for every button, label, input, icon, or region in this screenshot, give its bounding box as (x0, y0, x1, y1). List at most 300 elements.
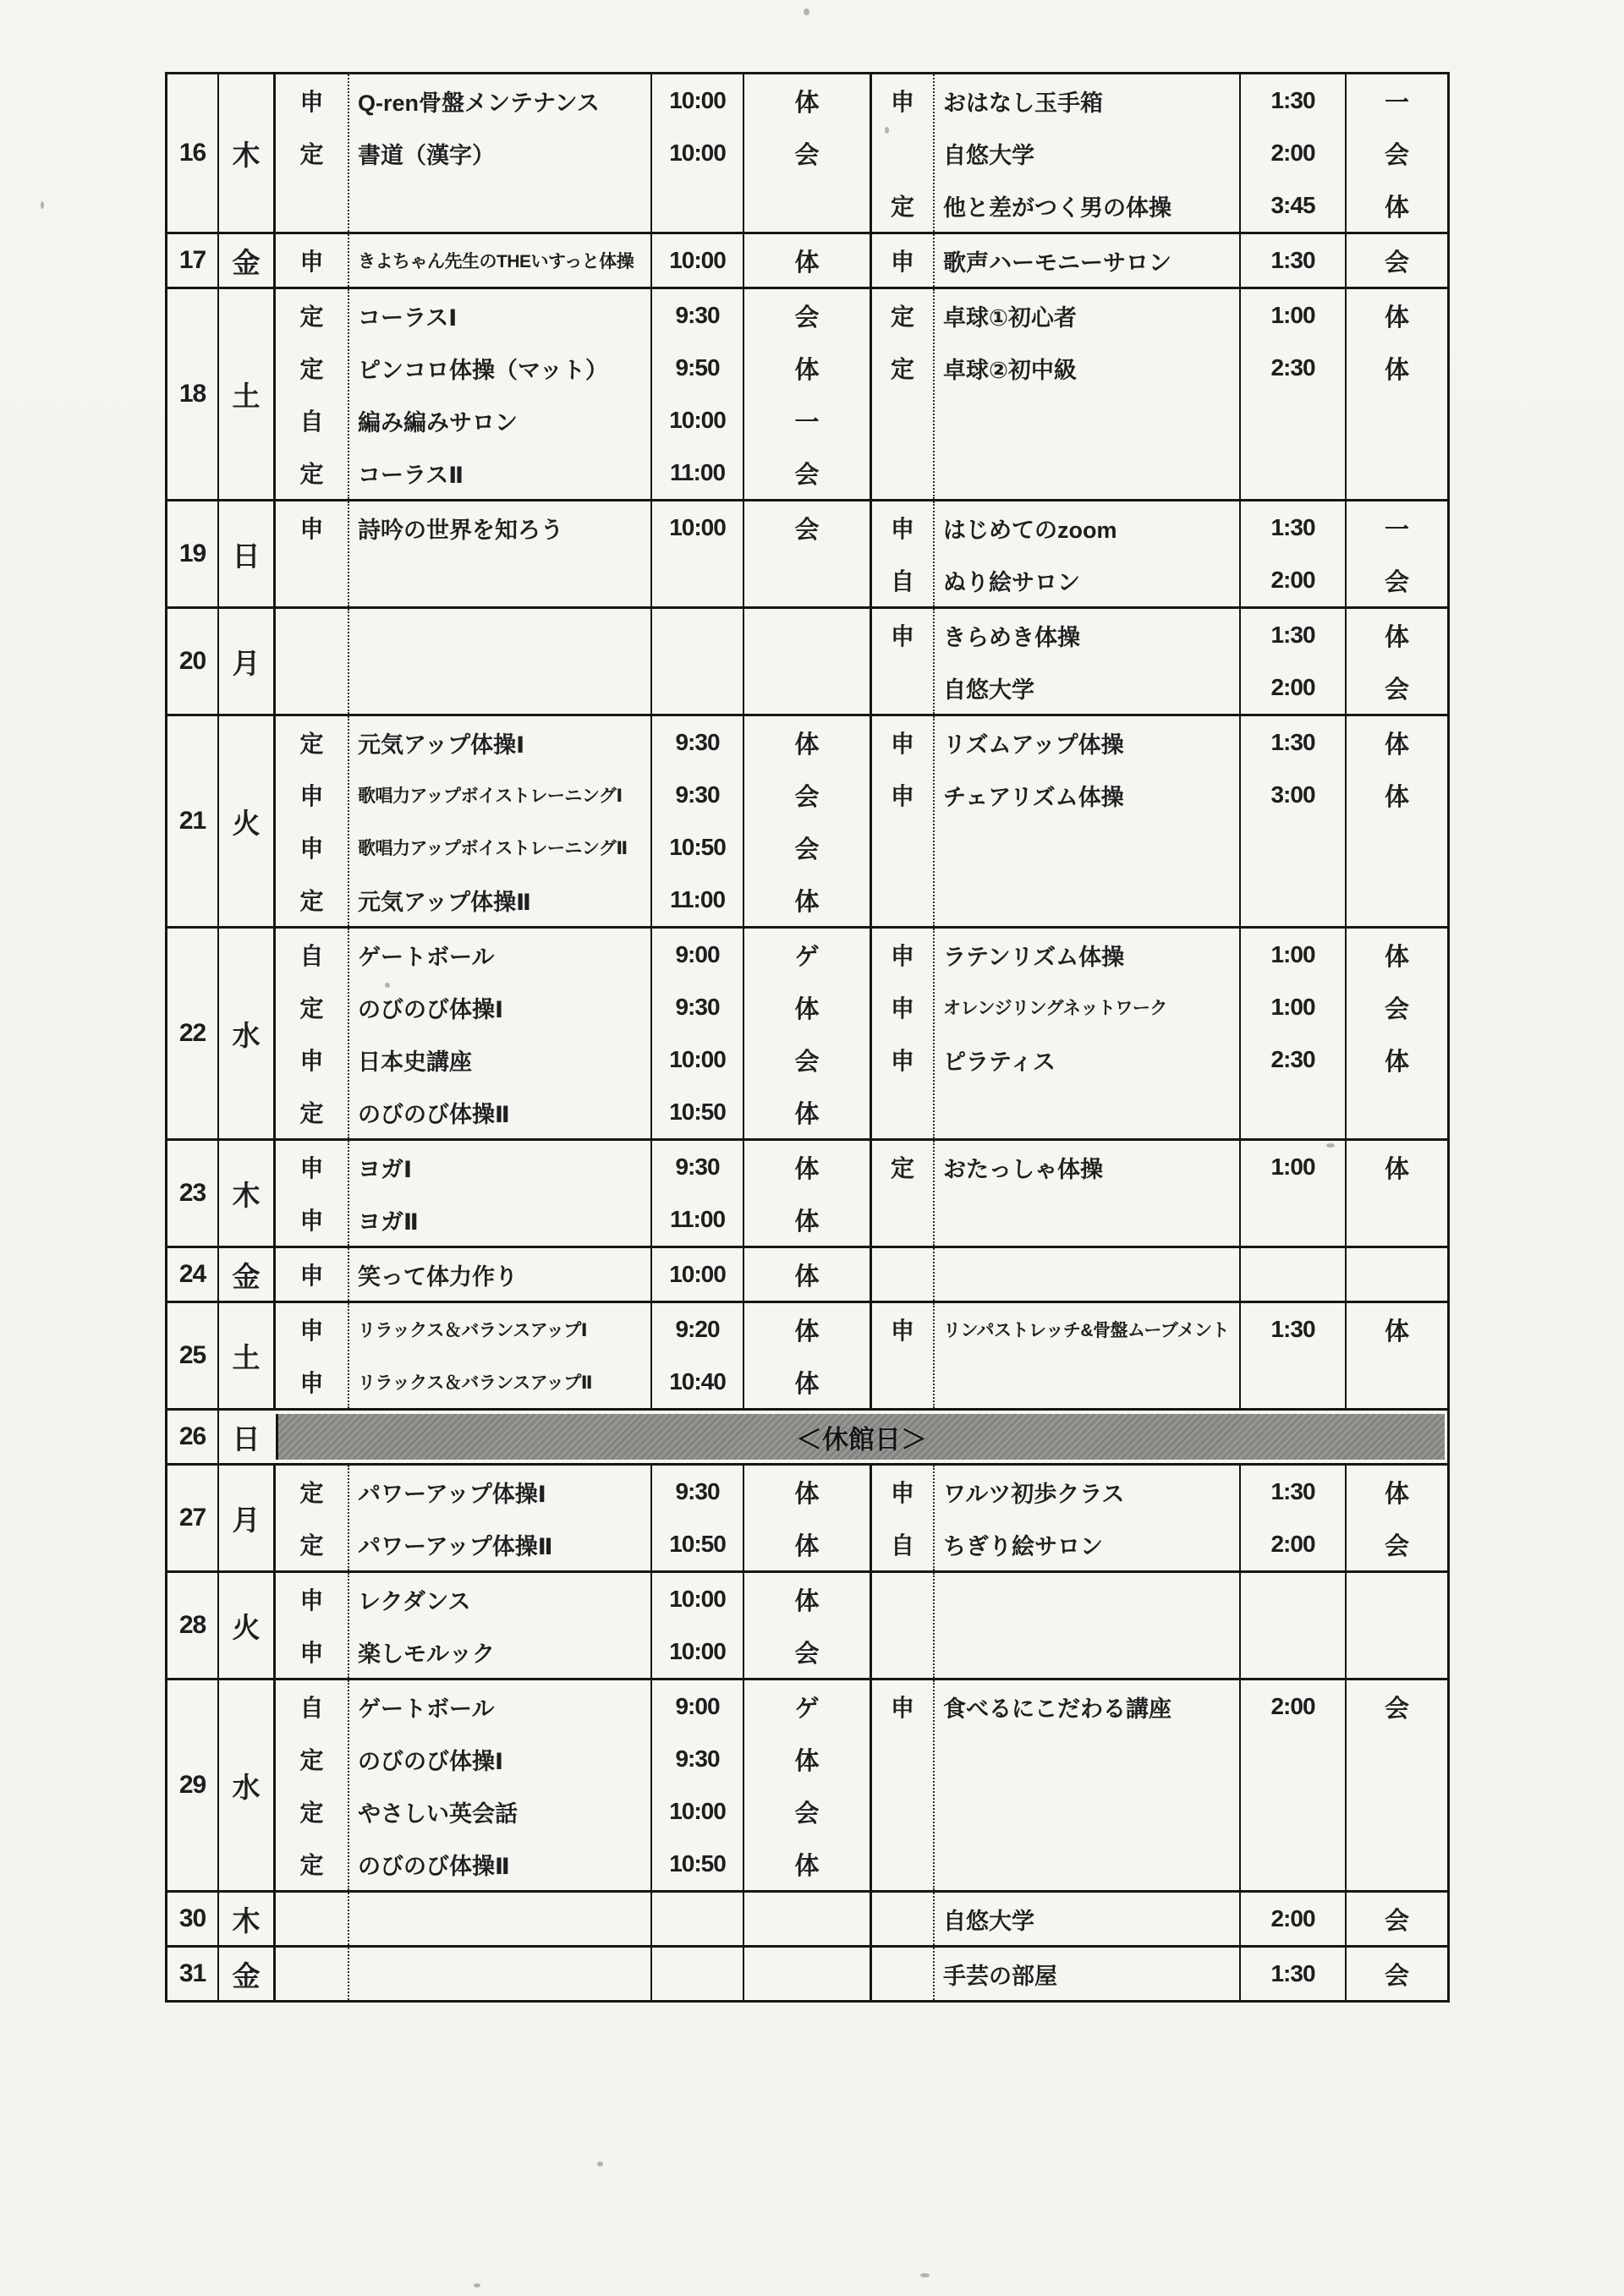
marker-cell: 申 (890, 943, 914, 969)
start-time: 10:00 (669, 247, 726, 273)
location-code: ゲ (794, 1695, 820, 1723)
right-start-time-column (1239, 609, 1345, 714)
left-location-code-column (743, 501, 870, 606)
left-activity-name-column (348, 929, 650, 1138)
activity-name: ぬり絵サロン (943, 569, 1080, 595)
left-activity-name-column (348, 501, 650, 606)
day-cell: 火 (217, 716, 273, 926)
left-start-time-column (650, 929, 743, 1138)
right-start-time-column (1239, 716, 1345, 926)
right-start-time-column (1239, 501, 1345, 606)
right-location-code-column (1345, 1573, 1447, 1678)
right-location-code-column (1345, 289, 1447, 499)
activity-name: 自悠大学 (943, 142, 1034, 168)
marker-cell: 定 (299, 356, 324, 382)
location-code: ゲ (794, 943, 820, 971)
start-time: 9:00 (675, 1693, 720, 1719)
marker-cell: 定 (299, 995, 324, 1022)
day-cell: 火 (217, 1573, 273, 1678)
left-location-code-column (743, 609, 870, 714)
right-start-time-column (1239, 1948, 1345, 2000)
right-start-time-column (1239, 929, 1345, 1138)
activity-name: ゲートボール (358, 944, 495, 970)
day-cell: 日 (217, 1411, 273, 1463)
activity-name: ワルツ初歩クラス (943, 1481, 1125, 1507)
marker-cell: 申 (299, 1208, 324, 1234)
marker-cell: 申 (299, 249, 324, 275)
location-code: 会 (1384, 1532, 1409, 1560)
right-start-time-column (1239, 1573, 1345, 1678)
location-code: 体 (794, 731, 820, 759)
location-code: 体 (794, 1587, 820, 1615)
start-time: 3:00 (1270, 781, 1315, 808)
marker-cell: 定 (890, 304, 914, 330)
start-time: 2:30 (1270, 354, 1315, 381)
activity-name: 編み編みサロン (358, 409, 518, 436)
activity-name: はじめてのzoom (943, 517, 1117, 543)
start-time: 10:50 (669, 834, 726, 860)
marker-cell: 申 (299, 89, 324, 115)
closed-day-banner: ＜休館日＞ (276, 1414, 1445, 1460)
marker-cell: 申 (890, 516, 914, 542)
left-activity-name-column (348, 1141, 650, 1246)
activity-name: レクダンス (358, 1588, 471, 1614)
activity-name: 食べるにこだわる講座 (943, 1696, 1171, 1722)
start-time: 11:00 (669, 886, 726, 912)
day-cell: 月 (217, 609, 273, 714)
day-cell: 土 (217, 1303, 273, 1408)
left-start-time-column (650, 74, 743, 232)
day-cell: 木 (217, 1141, 273, 1246)
day-row (167, 1948, 1447, 2000)
start-time: 3:45 (1270, 192, 1315, 218)
right-location-code-column (1345, 1680, 1447, 1890)
start-time: 2:00 (1270, 140, 1315, 166)
scan-speck (885, 127, 889, 134)
marker-cell: 申 (299, 1640, 324, 1666)
start-time: 10:00 (669, 140, 726, 166)
location-code: 会 (1384, 1962, 1409, 1990)
marker-cell: 申 (299, 1587, 324, 1614)
right-marker-cell-column (870, 1303, 933, 1408)
date-cell: 27 (178, 1504, 206, 1532)
activity-name: のびのび体操Ⅰ (358, 996, 504, 1022)
location-code: 体 (1384, 1048, 1409, 1076)
location-code: 体 (794, 1263, 820, 1290)
left-marker-cell-column (273, 501, 348, 606)
start-time: 10:50 (669, 1099, 726, 1125)
location-code: 体 (1384, 623, 1409, 651)
left-marker-cell-column (273, 1680, 348, 1890)
marker-cell: 自 (299, 1695, 324, 1721)
location-code: 会 (794, 304, 820, 332)
activity-name: のびのび体操Ⅰ (358, 1748, 504, 1774)
location-code: 会 (1384, 1695, 1409, 1723)
location-code: 体 (794, 1370, 820, 1398)
day-row (167, 74, 1447, 234)
activity-name: 書道（漢字） (358, 142, 495, 168)
start-time: 1:00 (1270, 1153, 1315, 1180)
activity-name: ピンコロ体操（マット） (358, 357, 608, 383)
day-cell: 木 (217, 74, 273, 232)
start-time: 10:00 (669, 1261, 726, 1287)
activity-name: おたっしゃ体操 (943, 1156, 1103, 1182)
start-time: 11:00 (669, 1206, 726, 1232)
activity-name: パワーアップ体操Ⅰ (358, 1481, 546, 1507)
day-cell: 日 (217, 501, 273, 606)
location-code: 体 (1384, 1155, 1409, 1183)
activity-name: コーラスⅡ (358, 462, 464, 488)
start-time: 2:30 (1270, 1046, 1315, 1072)
right-marker-cell-column (870, 716, 933, 926)
marker-cell: 定 (890, 356, 914, 382)
left-marker-cell-column (273, 1141, 348, 1246)
location-code: 一 (1384, 89, 1409, 117)
start-time: 2:00 (1270, 674, 1315, 700)
activity-name: 卓球②初中級 (943, 357, 1077, 383)
right-location-code-column (1345, 929, 1447, 1138)
right-location-code-column (1345, 234, 1447, 287)
start-time: 1:30 (1270, 1478, 1315, 1504)
activity-name: 詩吟の世界を知ろう (358, 517, 563, 543)
left-location-code-column (743, 1141, 870, 1246)
left-start-time-column (650, 1573, 743, 1678)
location-code: 会 (1384, 676, 1409, 704)
activity-name: きよちゃん先生のTHEいすっと体操 (358, 252, 634, 271)
right-location-code-column (1345, 716, 1447, 926)
marker-cell: 定 (299, 1480, 324, 1506)
marker-cell: 申 (299, 836, 324, 862)
marker-cell: 申 (890, 249, 914, 275)
start-time: 2:00 (1270, 1905, 1315, 1932)
right-activity-name-column (933, 1573, 1239, 1678)
left-location-code-column (743, 1248, 870, 1301)
start-time: 1:30 (1270, 1960, 1315, 1986)
date-cell: 30 (178, 1904, 206, 1932)
date-cell: 20 (178, 647, 206, 675)
location-code: 体 (794, 89, 820, 117)
date-cell: 29 (178, 1771, 206, 1799)
start-time: 2:00 (1270, 1531, 1315, 1557)
left-location-code-column (743, 716, 870, 926)
right-start-time-column (1239, 1466, 1345, 1570)
location-code: 体 (794, 356, 820, 384)
marker-cell: 申 (299, 1370, 324, 1396)
activity-name: きらめき体操 (943, 624, 1080, 650)
day-row (167, 609, 1447, 716)
right-marker-cell-column (870, 609, 933, 714)
scan-speck (474, 2283, 480, 2288)
start-time: 10:00 (669, 407, 726, 433)
start-time: 9:00 (675, 941, 720, 967)
right-activity-name-column (933, 609, 1239, 714)
left-marker-cell-column (273, 234, 348, 287)
marker-cell: 申 (890, 1318, 914, 1344)
start-time: 9:50 (675, 354, 720, 381)
date-cell: 31 (178, 1959, 206, 1987)
left-location-code-column (743, 1893, 870, 1945)
right-activity-name-column (933, 234, 1239, 287)
schedule-table (165, 72, 1450, 2003)
left-marker-cell-column (273, 1893, 348, 1945)
right-marker-cell-column (870, 1893, 933, 1945)
activity-name: 自悠大学 (943, 677, 1034, 703)
left-start-time-column (650, 234, 743, 287)
right-start-time-column (1239, 1141, 1345, 1246)
location-code: 会 (1384, 1907, 1409, 1935)
left-activity-name-column (348, 1303, 650, 1408)
marker-cell (872, 1948, 933, 2000)
left-start-time-column (650, 1248, 743, 1301)
marker-cell: 定 (299, 1100, 324, 1126)
date-cell: 17 (178, 246, 206, 274)
marker-cell: 自 (890, 1532, 914, 1559)
location-code: 会 (794, 461, 820, 489)
marker-cell (872, 661, 933, 714)
left-location-code-column (743, 234, 870, 287)
right-activity-name-column (933, 1893, 1239, 1945)
activity-name: 手芸の部屋 (943, 1963, 1057, 1989)
right-start-time-column (1239, 1893, 1345, 1945)
location-code: 体 (1384, 194, 1409, 222)
right-location-code-column (1345, 1141, 1447, 1246)
right-location-code-column (1345, 1948, 1447, 2000)
left-marker-cell-column (273, 609, 348, 714)
date-cell: 18 (178, 380, 206, 408)
left-activity-name-column (348, 289, 650, 499)
start-time: 9:30 (675, 1153, 720, 1180)
marker-cell (872, 127, 933, 179)
left-activity-name-column (348, 1893, 650, 1945)
start-time: 10:00 (669, 1798, 726, 1824)
marker-cell: 定 (299, 141, 324, 167)
right-marker-cell-column (870, 1248, 933, 1301)
right-location-code-column (1345, 74, 1447, 232)
left-activity-name-column (348, 716, 650, 926)
activity-name: リラックス＆バランスアップⅡ (358, 1373, 593, 1393)
marker-cell: 定 (299, 304, 324, 330)
day-row (167, 289, 1447, 501)
location-code: 体 (794, 1532, 820, 1560)
day-cell: 土 (217, 289, 273, 499)
start-time: 1:30 (1270, 87, 1315, 113)
day-row (167, 501, 1447, 609)
location-code: 会 (794, 516, 820, 544)
start-time: 11:00 (669, 459, 726, 485)
location-code: 体 (1384, 1318, 1409, 1345)
left-location-code-column (743, 929, 870, 1138)
location-code: 体 (794, 1318, 820, 1345)
left-start-time-column (650, 1948, 743, 2000)
day-cell: 木 (217, 1893, 273, 1945)
start-time: 2:00 (1270, 567, 1315, 593)
marker-cell: 定 (299, 1747, 324, 1773)
right-location-code-column (1345, 1893, 1447, 1945)
location-code: 会 (1384, 995, 1409, 1023)
left-location-code-column (743, 1466, 870, 1570)
activity-name: オレンジリングネットワーク (943, 999, 1167, 1018)
date-cell: 25 (178, 1341, 206, 1369)
marker-cell: 申 (299, 1155, 324, 1181)
start-time: 10:00 (669, 514, 726, 540)
left-location-code-column (743, 289, 870, 499)
date-cell: 24 (178, 1260, 206, 1288)
location-code: 会 (794, 783, 820, 811)
date-cell: 19 (178, 540, 206, 567)
date-cell: 23 (178, 1179, 206, 1207)
date-cell: 22 (178, 1019, 206, 1047)
start-time: 1:30 (1270, 514, 1315, 540)
location-code: 体 (1384, 783, 1409, 811)
activity-name: ピラティス (943, 1049, 1056, 1075)
start-time: 9:30 (675, 994, 720, 1020)
right-start-time-column (1239, 234, 1345, 287)
left-start-time-column (650, 1303, 743, 1408)
location-code: 体 (794, 249, 820, 277)
right-activity-name-column (933, 501, 1239, 606)
left-location-code-column (743, 1680, 870, 1890)
left-location-code-column (743, 1303, 870, 1408)
marker-cell: 申 (299, 516, 324, 542)
marker-cell: 申 (299, 783, 324, 809)
right-location-code-column (1345, 1466, 1447, 1570)
day-row (167, 929, 1447, 1141)
left-location-code-column (743, 1573, 870, 1678)
right-activity-name-column (933, 1248, 1239, 1301)
start-time: 9:30 (675, 729, 720, 755)
location-code: 会 (1384, 141, 1409, 169)
right-marker-cell-column (870, 1680, 933, 1890)
right-marker-cell-column (870, 929, 933, 1138)
marker-cell: 自 (299, 408, 324, 435)
right-marker-cell-column (870, 74, 933, 232)
location-code: 会 (794, 836, 820, 863)
right-marker-cell-column (870, 234, 933, 287)
day-row (167, 1411, 1447, 1466)
right-activity-name-column (933, 289, 1239, 499)
marker-cell: 申 (299, 1318, 324, 1344)
activity-name: リンパストレッチ&骨盤ムーブメント (943, 1321, 1230, 1340)
scan-speck (920, 2273, 930, 2277)
date-cell: 16 (178, 139, 206, 167)
activity-name: のびのび体操Ⅱ (358, 1101, 510, 1127)
marker-cell: 定 (299, 888, 324, 914)
day-cell: 金 (217, 1948, 273, 2000)
location-code: 会 (794, 141, 820, 169)
marker-cell: 申 (890, 995, 914, 1022)
day-row (167, 1573, 1447, 1680)
activity-name: 自悠大学 (943, 1908, 1034, 1934)
day-row (167, 1141, 1447, 1248)
right-activity-name-column (933, 1303, 1239, 1408)
left-start-time-column (650, 289, 743, 499)
left-marker-cell-column (273, 1948, 348, 2000)
day-row (167, 1466, 1447, 1573)
left-start-time-column (650, 1466, 743, 1570)
start-time: 1:30 (1270, 622, 1315, 648)
activity-name: 歌唱力アップボイストレーニングⅡ (358, 839, 628, 858)
marker-cell: 申 (299, 1263, 324, 1289)
start-time: 10:00 (669, 1638, 726, 1664)
start-time: 9:30 (675, 1745, 720, 1772)
right-activity-name-column (933, 1680, 1239, 1890)
activity-name: Q-ren骨盤メンテナンス (358, 90, 600, 116)
activity-name: 卓球①初心者 (943, 304, 1077, 331)
marker-cell: 定 (890, 1155, 914, 1181)
marker-cell: 申 (890, 783, 914, 809)
marker-cell: 定 (299, 1532, 324, 1559)
right-marker-cell-column (870, 1948, 933, 2000)
activity-name: おはなし玉手箱 (943, 90, 1103, 116)
location-code: 会 (794, 1800, 820, 1827)
start-time: 9:30 (675, 302, 720, 328)
activity-name: 楽しモルック (358, 1641, 495, 1667)
marker-cell (872, 1893, 933, 1945)
start-time: 10:50 (669, 1531, 726, 1557)
left-start-time-column (650, 609, 743, 714)
activity-name: やさしい英会話 (358, 1800, 518, 1827)
activity-name: 歌唱力アップボイストレーニングⅠ (358, 786, 623, 806)
scan-speck (804, 8, 809, 15)
day-row (167, 1680, 1447, 1893)
right-activity-name-column (933, 74, 1239, 232)
scan-speck (385, 983, 390, 988)
right-location-code-column (1345, 1248, 1447, 1301)
location-code: 体 (794, 1747, 820, 1775)
location-code: 体 (794, 1208, 820, 1236)
location-code: 体 (794, 995, 820, 1023)
marker-cell: 申 (890, 1048, 914, 1074)
marker-cell: 申 (890, 1695, 914, 1721)
activity-name: 元気アップ体操Ⅱ (358, 889, 531, 915)
start-time: 9:20 (675, 1316, 720, 1342)
date-cell: 21 (178, 807, 206, 835)
marker-cell: 申 (890, 731, 914, 757)
activity-name: リズムアップ体操 (943, 732, 1124, 758)
activity-name: ちぎり絵サロン (943, 1533, 1103, 1559)
day-row (167, 234, 1447, 289)
day-row (167, 1893, 1447, 1948)
start-time: 1:30 (1270, 247, 1315, 273)
left-start-time-column (650, 716, 743, 926)
marker-cell: 自 (299, 943, 324, 969)
activity-name: パワーアップ体操Ⅱ (358, 1533, 553, 1559)
right-activity-name-column (933, 1466, 1239, 1570)
date-cell: 26 (178, 1422, 206, 1450)
right-activity-name-column (933, 1141, 1239, 1246)
activity-name: 日本史講座 (358, 1049, 472, 1075)
right-marker-cell-column (870, 501, 933, 606)
left-activity-name-column (348, 1948, 650, 2000)
location-code: 体 (794, 1155, 820, 1183)
right-start-time-column (1239, 1248, 1345, 1301)
location-code: 体 (1384, 1480, 1409, 1508)
left-marker-cell-column (273, 1248, 348, 1301)
left-marker-cell-column (273, 929, 348, 1138)
location-code: 体 (794, 1852, 820, 1880)
marker-cell: 自 (890, 568, 914, 595)
left-activity-name-column (348, 1573, 650, 1678)
marker-cell: 申 (299, 1048, 324, 1074)
location-code: 会 (1384, 249, 1409, 277)
location-code: 一 (794, 408, 820, 436)
start-time: 10:50 (669, 1850, 726, 1877)
left-activity-name-column (348, 1680, 650, 1890)
right-start-time-column (1239, 74, 1345, 232)
left-location-code-column (743, 1948, 870, 2000)
left-activity-name-column (348, 1466, 650, 1570)
day-cell: 金 (217, 1248, 273, 1301)
